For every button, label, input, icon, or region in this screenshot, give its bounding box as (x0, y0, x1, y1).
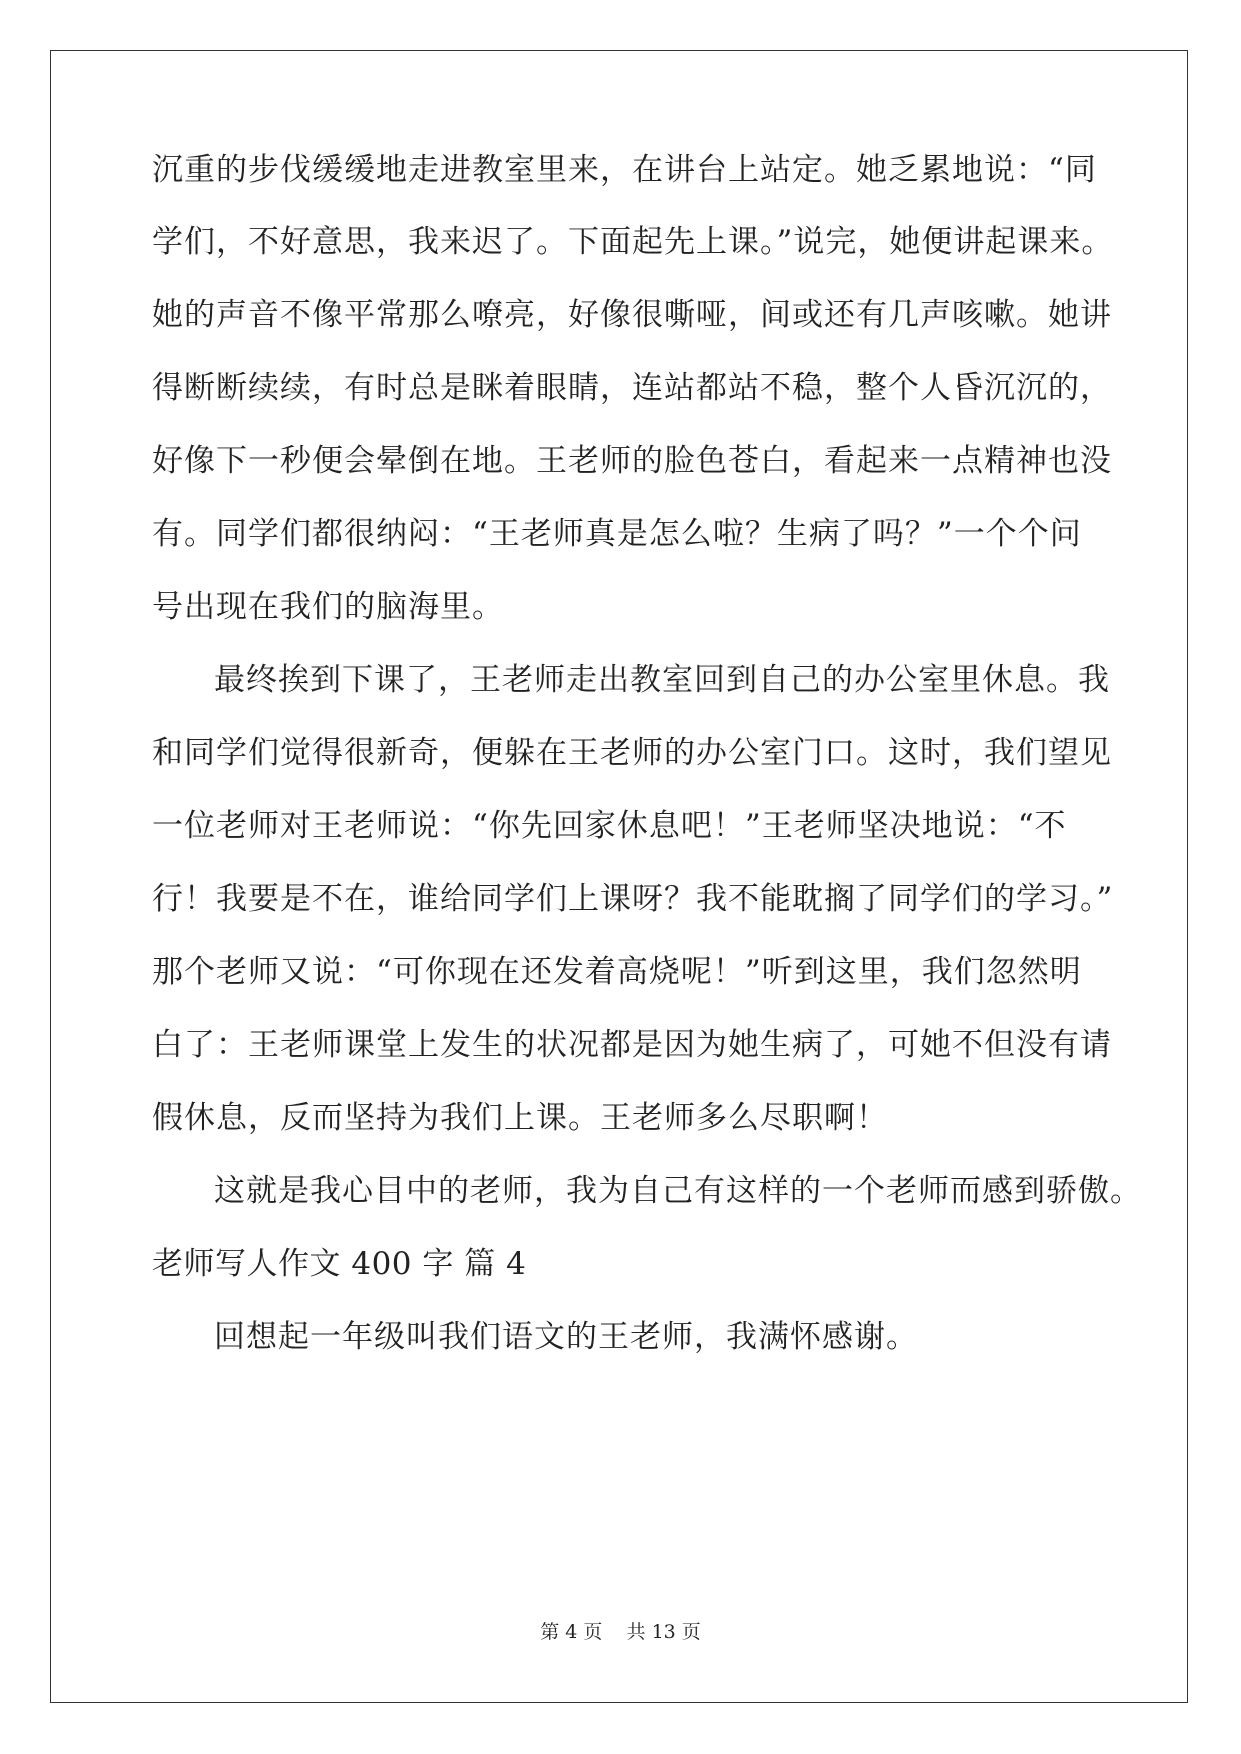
section-heading: 老师写人作文 400 字 篇 4 (152, 1246, 527, 1282)
page-footer: 第 4 页 共 13 页 (540, 1621, 701, 1643)
text-line-6: 有。同学们都很纳闷：“王老师真是怎么啦？生病了吗？”一个个问 (152, 516, 1082, 552)
text-line-9: 和同学们觉得很新奇，便躲在王老师的办公室门口。这时，我们望见 (152, 735, 1112, 771)
text-line-2: 学们，不好意思，我来迟了。下面起先上课。”说完，她便讲起课来。 (152, 224, 1114, 260)
text-line-3: 她的声音不像平常那么嘹亮，好像很嘶哑，间或还有几声咳嗽。她讲 (152, 297, 1112, 333)
text-line-14: 假休息，反而坚持为我们上课。王老师多么尽职啊！ (152, 1100, 888, 1136)
text-line-1: 沉重的步伐缓缓地走进教室里来，在讲台上站定。她乏累地说：“同 (152, 152, 1097, 188)
text-line-17: 回想起一年级叫我们语文的王老师，我满怀感谢。 (214, 1319, 918, 1355)
text-line-11: 行！我要是不在，谁给同学们上课呀？我不能耽搁了同学们的学习。” (152, 881, 1114, 917)
text-line-7: 号出现在我们的脑海里。 (152, 589, 504, 625)
text-line-12: 那个老师又说：“可你现在还发着高烧呢！”听到这里，我们忽然明 (152, 954, 1082, 990)
text-line-10: 一位老师对王老师说：“你先回家休息吧！”王老师坚决地说：“不 (152, 808, 1067, 844)
text-line-4: 得断断续续，有时总是眯着眼睛，连站都站不稳，整个人昏沉沉的， (152, 370, 1112, 406)
text-line-13: 白了：王老师课堂上发生的状况都是因为她生病了，可她不但没有请 (152, 1027, 1112, 1063)
text-line-15: 这就是我心目中的老师，我为自己有这样的一个老师而感到骄傲。 (214, 1173, 1142, 1209)
text-line-8: 最终挨到下课了，王老师走出教室回到自己的办公室里休息。我 (214, 662, 1110, 698)
text-line-5: 好像下一秒便会晕倒在地。王老师的脸色苍白，看起来一点精神也没 (152, 443, 1112, 479)
